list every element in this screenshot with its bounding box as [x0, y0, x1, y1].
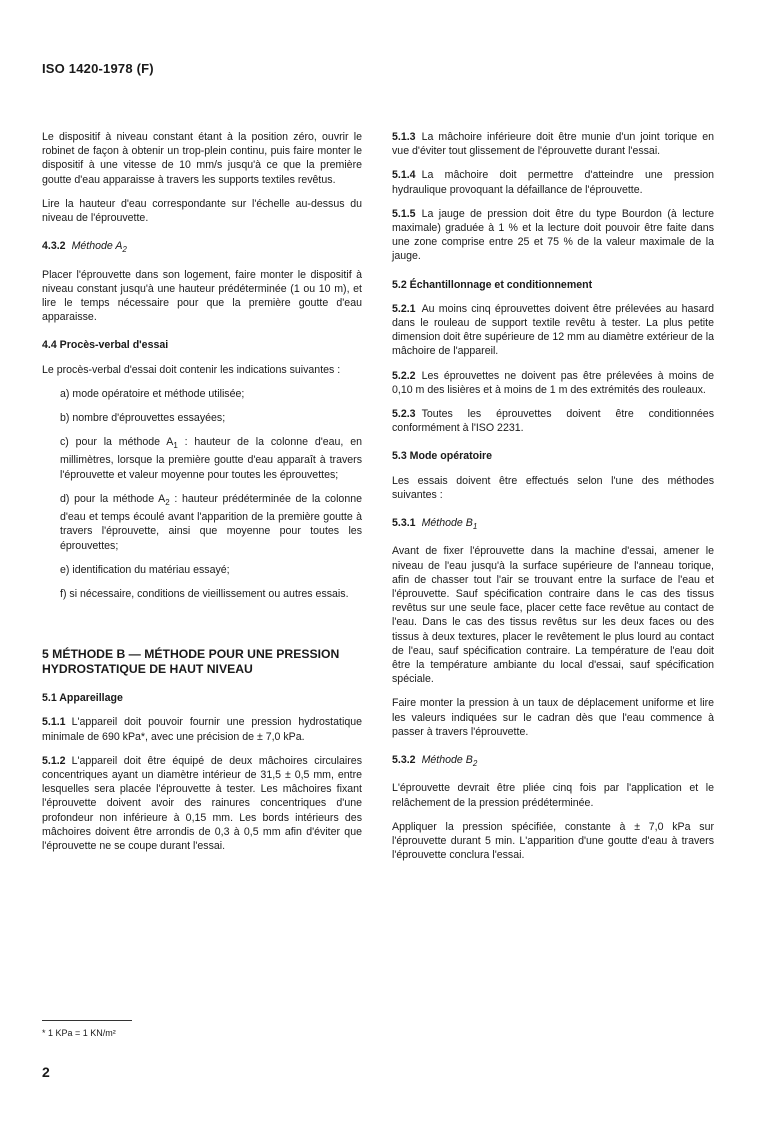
list-item-e: e) identification du matériau essayé;: [60, 563, 230, 576]
section-number: 5.2.3: [392, 408, 416, 421]
paragraph: Le dispositif à niveau constant étant à la position zéro, ouvrir le robinet de façon à obtenir un trop-plein continu, puis faire monter le dispositif à une vitesse de 10 mm/s jusqu'à ce que la première goutte d'eau apparaisse à travers les supports textiles revêtus.: [42, 131, 362, 186]
section-heading-5-1: 5.1 Appareillage: [42, 692, 123, 705]
section-title: Méthode A: [71, 240, 123, 253]
paragraph-text: L'appareil doit pouvoir fournir une pression hydrostatique minimale de 690 kPa*, avec une précision de ± 7,0 kPa.: [42, 716, 362, 743]
paragraph-5-1-5: [392, 207, 714, 264]
footnote: * 1 KPa = 1 KN/m²: [42, 1028, 116, 1038]
section-number: 5.2.1: [392, 302, 416, 315]
paragraph: L'éprouvette devrait être pliée cinq fois par l'application et le relâchement de la pression prédéterminée.: [392, 782, 714, 809]
list-item-text: c) pour la méthode A: [60, 436, 174, 449]
section-number: 5.1.1: [42, 716, 66, 729]
section-number: 5.3.1: [392, 517, 416, 530]
paragraph: Lire la hauteur d'eau correspondante sur l'échelle au-dessus du niveau de l'éprouvette.: [42, 197, 362, 225]
list-item-b: b) nombre d'éprouvettes essayées;: [60, 411, 226, 424]
section-number: 4.3.2: [42, 240, 66, 253]
section-heading-4-3-2: [42, 239, 362, 257]
paragraph-5-1-4: [392, 168, 714, 196]
subscript: 2: [165, 497, 170, 507]
paragraph-text: La mâchoire inférieure doit être munie d'un joint torique en vue d'éviter tout glissement de l'éprouvette durant l'essai.: [392, 131, 714, 158]
paragraph-5-1-2: [42, 754, 362, 853]
section-heading-5-3-1: [392, 516, 714, 534]
paragraph-text: Les éprouvettes ne doivent pas être prélevées à moins de 0,10 m des lisières et à moins de 1 m des extrémités des rouleaux.: [392, 369, 714, 396]
page-number: 2: [42, 1064, 50, 1080]
list-item-d: [60, 492, 362, 553]
section-heading-5-3-2: [392, 753, 714, 771]
paragraph-5-1-1: [42, 715, 362, 743]
section-title: Méthode B: [421, 754, 473, 767]
section-number: 5.1.2: [42, 754, 66, 767]
list-item-text: : hauteur prédéterminée de la colonne d'eau et temps écoulé avant l'apparition de la première goutte à travers l'éprouvette, ainsi que moyenne pour toutes les éprouvettes;: [60, 492, 362, 552]
paragraph: Les essais doivent être effectués selon l'une des méthodes suivantes :: [392, 474, 714, 501]
paragraph-text: La mâchoire doit permettre d'atteindre une pression hydraulique provoquant la défaillance de l'éprouvette.: [392, 169, 714, 196]
paragraph: Placer l'éprouvette dans son logement, faire monter le dispositif à niveau constant jusqu'à une hauteur prédéterminée (1 ou 10 m), et lire le temps nécessaire pour que la première goutte d'eau apparaisse.: [42, 268, 362, 324]
list-item-f: f) si nécessaire, conditions de vieillissement ou autres essais.: [60, 588, 349, 600]
list-item-text: : hauteur de la colonne d'eau, en millimètres, lorsque la première goutte d'eau apparaît à travers l'éprouvette et valeur moyenne pour toutes les éprouvettes;: [60, 436, 362, 481]
paragraph: Faire monter la pression à un taux de déplacement uniforme et lire les valeurs indiquées sur le cadran dès que l'eau commence à passer à travers l'éprouvette.: [392, 697, 714, 738]
paragraph-text: La jauge de pression doit être du type Bourdon (à lecture maximale) graduée à 1 % et la lecture doit pouvoir être faite dans une zone comprise entre 25 et 75 % de la valeur maximale de la jauge.: [392, 207, 714, 263]
paragraph-5-1-3: [392, 130, 714, 158]
paragraph: Avant de fixer l'éprouvette dans la machine d'essai, amener le niveau de l'eau jusqu'à la surface supérieure de l'anneau torique, afin de chasser tout l'air se trouvant entre la surface de l'eau et l'éprouvette. Sauf spécification contraire dans le cas des tissus revêtus sur une seule face, placer cette face revêtue au contact de l'eau. Dans le cas des tissus revêtus sur les deux faces ou des tissus à deux textures, placer le revêtement le plus lourd au contact de l'eau, sauf spécification contraire. La température de l'eau doit être la température ambiante du local d'essai, sauf spécification spéciale.: [392, 545, 714, 686]
list-item-c: [60, 435, 362, 482]
list-item-a: a) mode opératoire et méthode utilisée;: [60, 387, 245, 400]
subscript: 2: [472, 759, 478, 769]
footnote-divider: [42, 1020, 132, 1021]
section-number: 5.1.3: [392, 131, 416, 143]
list-item-text: d) pour la méthode A: [60, 492, 166, 505]
document-header: ISO 1420-1978 (F): [42, 61, 154, 76]
right-column: [392, 130, 714, 872]
paragraph-5-2-2: [392, 369, 714, 397]
subscript: 1: [472, 522, 478, 532]
subscript: 1: [173, 441, 178, 451]
paragraph-5-2-3: [392, 407, 714, 435]
subscript: 2: [122, 245, 127, 255]
paragraph: Le procès-verbal d'essai doit contenir les indications suivantes :: [42, 363, 341, 376]
section-number: 5.3.2: [392, 754, 416, 767]
section-number: 5.1.5: [392, 207, 416, 220]
section-number: 5.2.2: [392, 369, 416, 382]
section-heading-5-3: 5.3 Mode opératoire: [392, 450, 493, 463]
section-number: 5.1.4: [392, 169, 416, 182]
paragraph-5-2-1: [392, 302, 714, 359]
section-heading-5: 5 MÉTHODE B — MÉTHODE POUR UNE PRESSION HYDROSTATIQUE DE HAUT NIVEAU: [42, 647, 340, 677]
section-title: Méthode B: [421, 517, 473, 530]
paragraph-text: Toutes les éprouvettes doivent être conditionnées conformément à l'ISO 2231.: [392, 408, 714, 435]
paragraph-text: L'appareil doit être équipé de deux mâchoires circulaires concentriques ayant un diamètre intérieur de 31,5 ± 0,5 mm, entre lesquelles sera placée l'éprouvette à tester. Les mâchoires fixant l'éprouvette doivent avoir des rainures concentriques d'une profondeur non inférieure à 0,15 mm. Les bords intérieurs des mâchoires doivent être arrondis de 0,3 à 0,5 mm afin d'éviter que l'éprouvette ne se coupe durant l'essai.: [42, 754, 362, 853]
paragraph-text: Au moins cinq éprouvettes doivent être prélevées au hasard dans le rouleau de support textile revêtu à tester. La plus petite dimension doit être supérieure de 12 mm au diamètre extérieur de la mâchoire de l'appareil.: [392, 302, 714, 358]
left-column: [42, 130, 362, 863]
section-heading-5-2: 5.2 Échantillonnage et conditionnement: [392, 278, 593, 291]
section-heading-4-4: 4.4 Procès-verbal d'essai: [42, 339, 169, 352]
paragraph: Appliquer la pression spécifiée, constante à ± 7,0 kPa sur l'éprouvette durant 5 min. L'apparition d'une goutte d'eau à travers l'éprouvette conclura l'essai.: [392, 820, 714, 862]
